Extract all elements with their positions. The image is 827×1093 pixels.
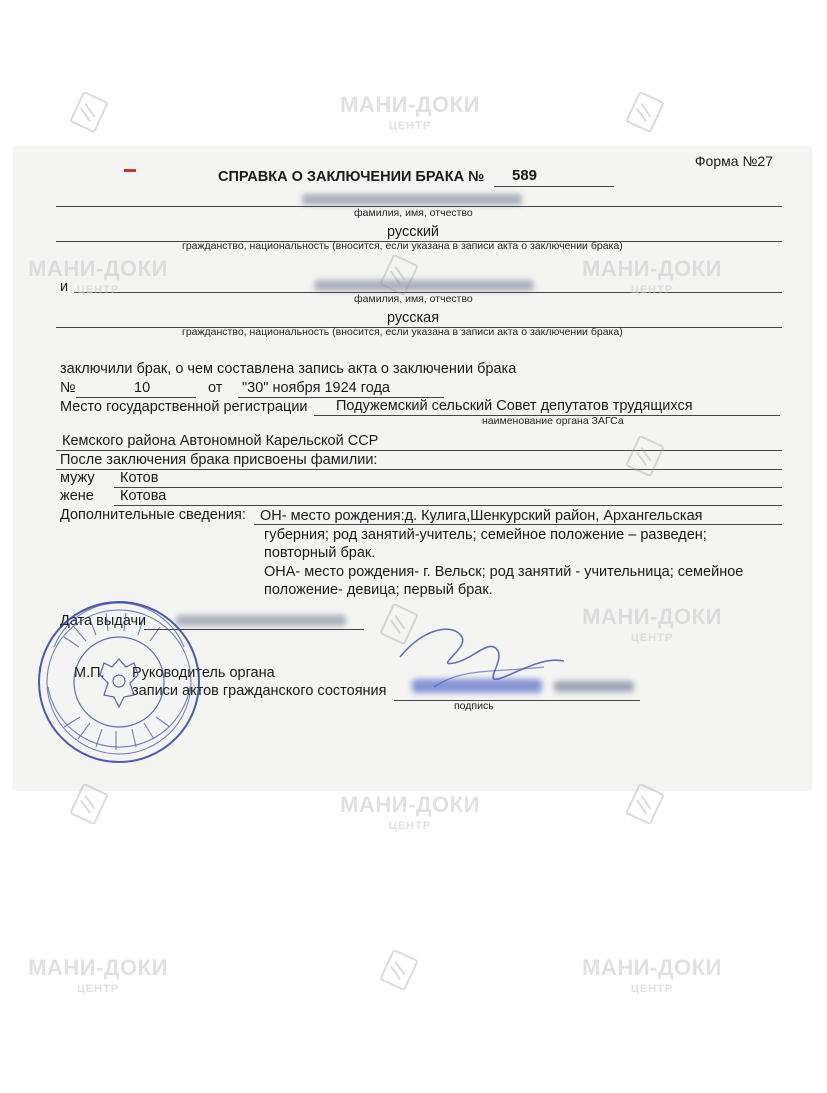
watermark-document-icon bbox=[376, 255, 426, 299]
person2-name-label: фамилия, имя, отчество bbox=[354, 293, 473, 305]
record-number-label: № bbox=[60, 380, 76, 396]
form-number: Форма №27 bbox=[694, 153, 773, 169]
watermark-3-subtitle: ЦЕНТР bbox=[630, 284, 674, 296]
additional-line-4: ОНА- место рождения- г. Вельск; род занятий - учительница; семейное bbox=[264, 563, 744, 580]
watermark-document-icon bbox=[622, 784, 672, 828]
certificate-title: СПРАВКА О ЗАКЛЮЧЕНИИ БРАКА № bbox=[218, 169, 485, 185]
watermark-document-icon bbox=[376, 604, 426, 648]
watermark-6-subtitle: ЦЕНТР bbox=[76, 983, 120, 995]
watermark-5-subtitle: ЦЕНТР bbox=[388, 820, 432, 832]
watermark-document-icon bbox=[622, 92, 672, 136]
watermark-1-subtitle: ЦЕНТР bbox=[388, 120, 432, 132]
eagle-emblem-icon bbox=[100, 659, 138, 707]
red-mark bbox=[124, 169, 136, 172]
wife-surname: Котова bbox=[120, 488, 167, 504]
wife-label: жене bbox=[60, 488, 94, 504]
person1-name-label: фамилия, имя, отчество bbox=[354, 207, 473, 219]
surnames-line bbox=[56, 469, 782, 470]
husband-label: мужу bbox=[60, 470, 95, 486]
watermark-1-title: МАНИ-ДОКИ bbox=[340, 92, 480, 117]
certificate-number: 589 bbox=[512, 167, 538, 184]
watermark-1 bbox=[330, 92, 490, 132]
record-number-value: 10 bbox=[134, 380, 151, 396]
marriage-text: заключили брак, о чем составлена запись акта о заключении брака bbox=[60, 361, 517, 377]
issue-date-label: Дата выдачи bbox=[60, 613, 147, 629]
stamp-place-label: М.П. bbox=[74, 665, 105, 681]
watermark-7 bbox=[572, 955, 732, 995]
wife-line bbox=[114, 505, 782, 506]
watermark-6 bbox=[18, 955, 178, 995]
watermark-document-icon bbox=[66, 784, 116, 828]
watermark-2-subtitle: ЦЕНТР bbox=[76, 284, 120, 296]
watermark-7-title: МАНИ-ДОКИ bbox=[582, 955, 722, 980]
person2-citizenship-label: гражданство, национальность (вносится, если указана в записи акта о заключении брака) bbox=[182, 326, 623, 338]
registration-value-2: Кемского района Автономной Карельской ССР bbox=[62, 433, 379, 449]
certificate-sheet bbox=[14, 147, 811, 790]
registration-line-2 bbox=[56, 450, 782, 451]
watermark-4-subtitle: ЦЕНТР bbox=[630, 632, 674, 644]
watermark-document-icon bbox=[376, 950, 426, 994]
watermark-4 bbox=[572, 604, 732, 644]
additional-line-5: положение- девица; первый брак. bbox=[264, 582, 493, 598]
watermark-7-subtitle: ЦЕНТР bbox=[630, 983, 674, 995]
registration-label: Место государственной регистрации bbox=[60, 399, 308, 415]
official-stamp bbox=[34, 597, 204, 767]
watermark-5-title: МАНИ-ДОКИ bbox=[340, 792, 480, 817]
connector-and: и bbox=[60, 279, 69, 295]
additional-line-1: ОН- место рождения:д. Кулига,Шенкурский район, Архангельская bbox=[260, 508, 703, 524]
watermark-document-icon bbox=[66, 92, 116, 136]
additional-line-3: повторный брак. bbox=[264, 545, 376, 561]
additional-label: Дополнительные сведения: bbox=[60, 507, 246, 523]
surnames-label: После заключения брака присвоены фамилии: bbox=[60, 452, 378, 468]
watermark-document-icon bbox=[622, 436, 672, 480]
watermark-5 bbox=[330, 792, 490, 832]
head-title-line-1: Руководитель органа bbox=[132, 665, 275, 681]
registration-org-label: наименование органа ЗАГСа bbox=[482, 415, 624, 427]
person2-citizenship: русская bbox=[387, 310, 440, 326]
record-date-label: от bbox=[208, 380, 223, 396]
record-date-value: "30" ноября 1924 года bbox=[242, 380, 390, 396]
husband-line bbox=[114, 487, 782, 488]
watermark-3 bbox=[572, 256, 732, 296]
watermark-4-title: МАНИ-ДОКИ bbox=[582, 604, 722, 629]
watermark-6-title: МАНИ-ДОКИ bbox=[28, 955, 168, 980]
person1-citizenship-label: гражданство, национальность (вносится, если указана в записи акта о заключении брака) bbox=[182, 240, 623, 252]
additional-text bbox=[260, 507, 780, 600]
person1-name-redacted bbox=[302, 194, 522, 205]
watermark-3-title: МАНИ-ДОКИ bbox=[582, 256, 722, 281]
additional-line-2: губерния; род занятий-учитель; семейное положение – разведен; bbox=[264, 526, 707, 543]
signature-label: подпись bbox=[454, 700, 494, 712]
watermark-2-title: МАНИ-ДОКИ bbox=[28, 256, 168, 281]
person1-citizenship: русский bbox=[387, 224, 440, 240]
registration-value-1: Подужемский сельский Совет депутатов трудящихся bbox=[336, 398, 693, 414]
husband-surname: Котов bbox=[120, 470, 159, 486]
record-number-line bbox=[76, 397, 196, 398]
watermark-2 bbox=[18, 256, 178, 296]
head-title-line-2: записи актов гражданского состояния bbox=[132, 683, 387, 699]
number-underline bbox=[494, 186, 614, 187]
